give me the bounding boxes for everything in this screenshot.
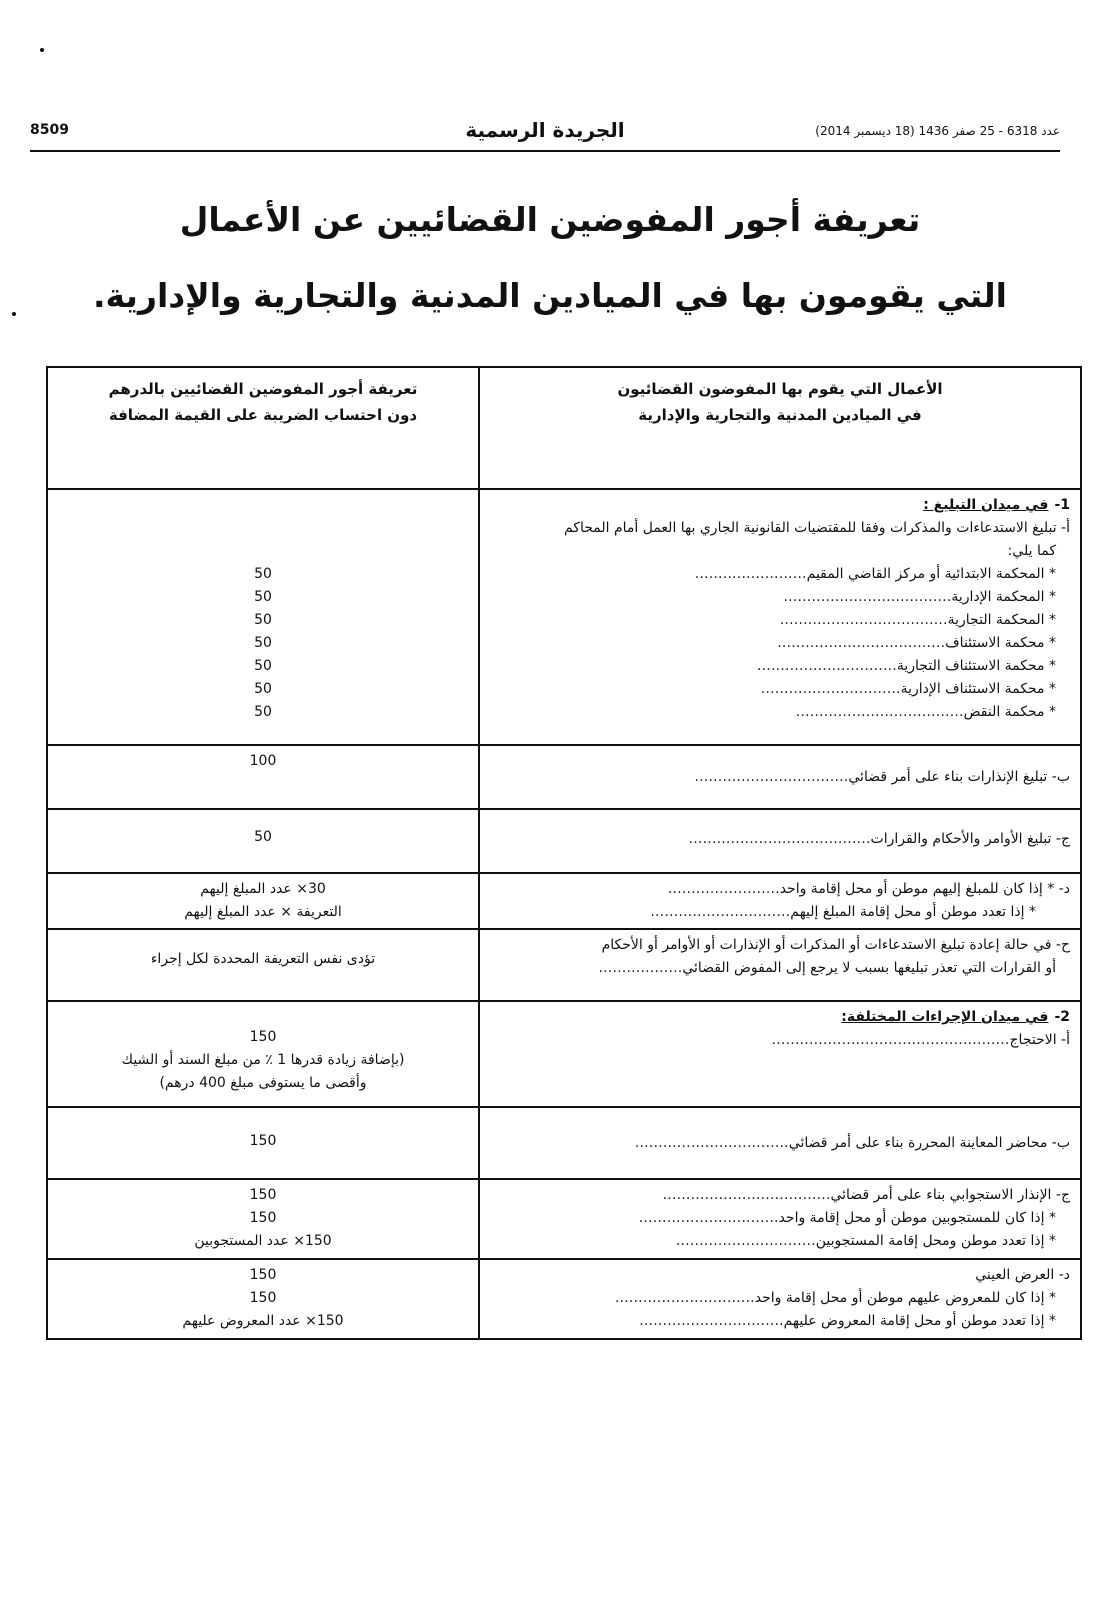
list-item: * محكمة النقض………………………………	[795, 704, 1056, 720]
document-title-line1: تعريفة أجور المفوضين القضائيين عن الأعمال	[179, 200, 921, 239]
table-row	[47, 929, 1081, 1001]
table-header-row	[47, 367, 1081, 489]
table-row	[47, 873, 1081, 929]
fees-table	[46, 366, 1082, 1340]
section2-c-fees: 150 150 150× عدد المستجوبين	[47, 1179, 479, 1259]
section2-title: في ميدان الإجراءات المختلفة:	[841, 1009, 1049, 1025]
section2-a-acts: 2-في ميدان الإجراءات المختلفة: أ- الاحتجاج……………………………………………	[479, 1001, 1081, 1107]
section2-c-acts: ج- الإنذار الاستجوابي بناء على أمر قضائي……………………………… * إذا كان للمستجوبين موطن أو محل إقامة واحد………………………… * إذا تعدد موطن ومحل إقامة المستجوبين…………………………	[479, 1179, 1081, 1259]
section1-title: في ميدان التبليغ :	[923, 497, 1049, 513]
section1-h-acts: ح- في حالة إعادة تبليغ الاستدعاءات أو المذكرات أو الإنذارات أو الأوامر أو الأحكام أو القرارات التي تعذر تبليغها بسبب لا يرجع إلى المفوض القضائي………………	[479, 929, 1081, 1001]
issue-info: عدد 6318 - 25 صفر 1436 (18 ديسمبر 2014)	[815, 124, 1060, 138]
section1-d-acts: د- * إذا كان للمبلغ إليهم موطن أو محل إقامة واحد…………………… * إذا تعدد موطن أو محل إقامة المبلغ إليهم…………………………	[479, 873, 1081, 929]
page-number: 8509	[30, 122, 69, 138]
list-item: * المحكمة التجارية………………………………	[779, 612, 1056, 628]
section1-h-fee: تؤدى نفس التعريفة المحددة لكل إجراء	[47, 929, 479, 1001]
table-row	[47, 1107, 1081, 1179]
document-title-line2: التي يقومون بها في الميادين المدنية والتجارية والإدارية.	[93, 276, 1007, 315]
scan-speck	[40, 48, 44, 52]
list-item: * المحكمة الابتدائية أو مركز القاضي المقيم……………………	[694, 566, 1056, 582]
section2-d-fees: 150 150 150× عدد المعروض عليهم	[47, 1259, 479, 1339]
section1-a-acts: 1-في ميدان التبليغ : أ- تبليغ الاستدعاءات والمذكرات وفقا للمقتضيات القانونية الجاري بها العمل أمام المحاكم كما يلي: * المحكمة الابتدائية أو مركز القاضي المقيم…………………… * المحكمة الإدارية……………………………… * المحكمة التجارية……………………………… * محكمة الاستئناف……………………………… * محكمة الاستئناف التجارية………………………… * محكمة الاستئناف الإدارية………………………… * محكمة النقض………………………………	[479, 489, 1081, 745]
fees-column-header: تعريفة أجور المفوضين القضائيين بالدرهم دون احتساب الضريبة على القيمة المضافة	[47, 367, 479, 489]
table-row	[47, 809, 1081, 873]
section2-d-acts: د- العرض العيني * إذا كان للمعروض عليهم موطن أو محل إقامة واحد………………………… * إذا تعدد موطن أو محل إقامة المعروض عليهم.…………………………	[479, 1259, 1081, 1339]
section2-b-fee: 150	[47, 1107, 479, 1179]
section1-b-fee: 100	[47, 745, 479, 809]
table-row	[47, 1179, 1081, 1259]
section1-b-acts: ب- تبليغ الإنذارات بناء على أمر قضائي……………………………	[479, 745, 1081, 809]
section1-d-fees: 30× عدد المبلغ إليهم التعريفة × عدد المبلغ إليهم	[47, 873, 479, 929]
list-item: * المحكمة الإدارية………………………………	[783, 589, 1056, 605]
list-item: * محكمة الاستئناف التجارية…………………………	[756, 658, 1056, 674]
section1-c-fee: 50	[47, 809, 479, 873]
table-row	[47, 745, 1081, 809]
gazette-name: الجريدة الرسمية	[465, 118, 625, 142]
page-header	[30, 118, 1060, 152]
list-item: * محكمة الاستئناف………………………………	[777, 635, 1056, 651]
table-row	[47, 1259, 1081, 1339]
section1-a-fees: 50 50 50 50 50 50 50	[47, 489, 479, 745]
acts-column-header: الأعمال التي يقوم بها المفوضون القضائيون في الميادين المدنية والتجارية والإدارية	[479, 367, 1081, 489]
table-row	[47, 1001, 1081, 1107]
section2-a-fees: 150 (بإضافة زيادة قدرها 1 ٪ من مبلغ السند أو الشيك وأقصى ما يستوفى مبلغ 400 درهم)	[47, 1001, 479, 1107]
list-item: * محكمة الاستئناف الإدارية…………………………	[760, 681, 1056, 697]
section1-c-acts: ج- تبليغ الأوامر والأحكام والقرارات…………………………………	[479, 809, 1081, 873]
table-row	[47, 489, 1081, 745]
scan-speck	[12, 312, 16, 316]
section1-a-intro: أ- تبليغ الاستدعاءات والمذكرات وفقا للمقتضيات القانونية الجاري بها العمل أمام المحاكم	[563, 520, 1070, 536]
section2-b-acts: ب- محاضر المعاينة المحررة بناء على أمر قضائي……………………………	[479, 1107, 1081, 1179]
